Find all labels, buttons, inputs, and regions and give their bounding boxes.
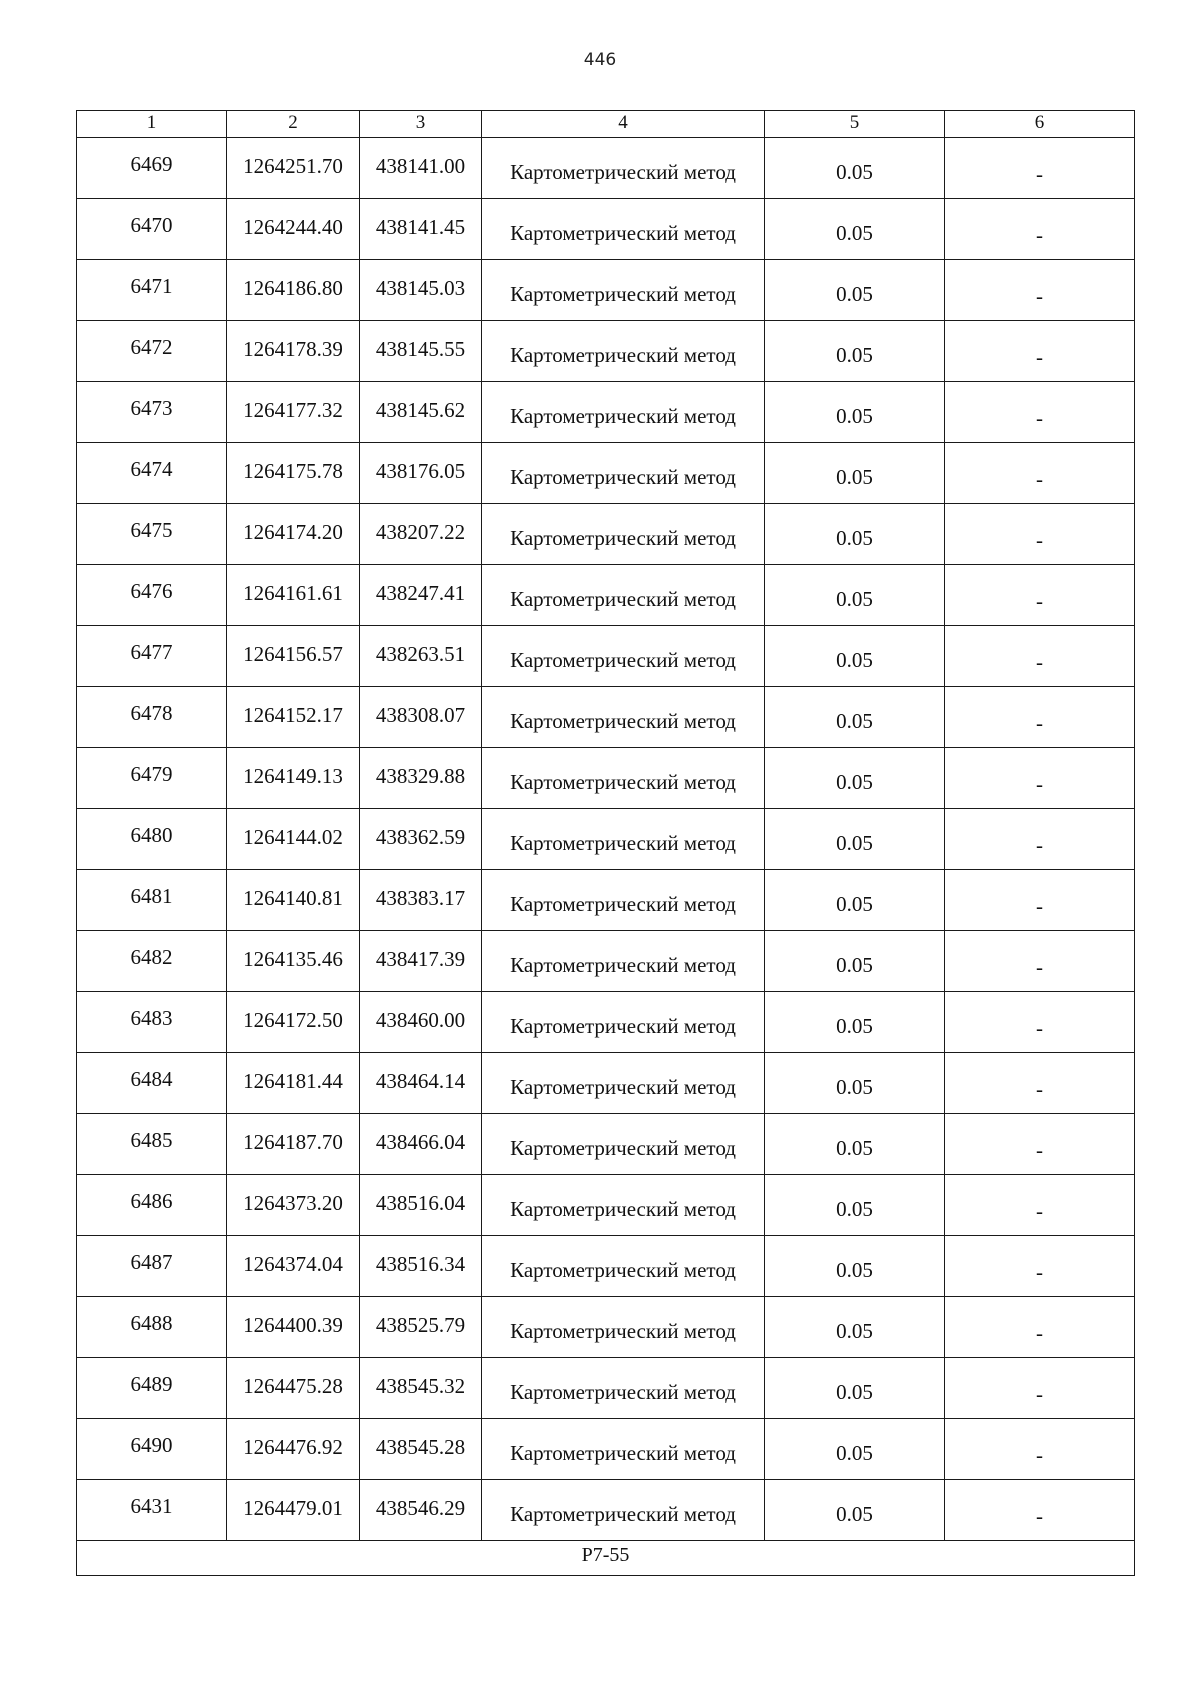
accuracy-cell: 0.05 <box>765 1114 945 1175</box>
method-cell: Картометрический метод <box>482 138 765 199</box>
x-coordinate-cell: 1264144.02 <box>227 809 360 870</box>
x-coordinate-cell: 1264152.17 <box>227 687 360 748</box>
method-cell: Картометрический метод <box>482 382 765 443</box>
accuracy-cell: 0.05 <box>765 687 945 748</box>
y-coordinate-cell: 438141.00 <box>360 138 482 199</box>
page-number: 446 <box>583 50 617 70</box>
method-cell: Картометрический метод <box>482 260 765 321</box>
accuracy-cell: 0.05 <box>765 931 945 992</box>
note-cell: - <box>945 565 1135 626</box>
method-cell: Картометрический метод <box>482 443 765 504</box>
method-cell: Картометрический метод <box>482 1419 765 1480</box>
table-row <box>77 321 1135 382</box>
x-coordinate-cell: 1264156.57 <box>227 626 360 687</box>
method-cell: Картометрический метод <box>482 748 765 809</box>
x-coordinate-cell: 1264251.70 <box>227 138 360 199</box>
table-row <box>77 687 1135 748</box>
point-number-cell: 6469 <box>77 138 227 199</box>
point-number-cell: 6481 <box>77 870 227 931</box>
accuracy-cell: 0.05 <box>765 321 945 382</box>
y-coordinate-cell: 438145.55 <box>360 321 482 382</box>
column-header: 3 <box>360 111 482 138</box>
table-row <box>77 809 1135 870</box>
table-row <box>77 504 1135 565</box>
point-number-cell: 6482 <box>77 931 227 992</box>
x-coordinate-cell: 1264181.44 <box>227 1053 360 1114</box>
method-cell: Картометрический метод <box>482 199 765 260</box>
note-cell: - <box>945 199 1135 260</box>
y-coordinate-cell: 438329.88 <box>360 748 482 809</box>
y-coordinate-cell: 438525.79 <box>360 1297 482 1358</box>
point-number-cell: 6478 <box>77 687 227 748</box>
point-number-cell: 6489 <box>77 1358 227 1419</box>
column-header: 1 <box>77 111 227 138</box>
x-coordinate-cell: 1264177.32 <box>227 382 360 443</box>
table-row <box>77 1358 1135 1419</box>
y-coordinate-cell: 438417.39 <box>360 931 482 992</box>
note-cell: - <box>945 626 1135 687</box>
note-cell: - <box>945 1175 1135 1236</box>
column-header: 5 <box>765 111 945 138</box>
y-coordinate-cell: 438460.00 <box>360 992 482 1053</box>
point-number-cell: 6485 <box>77 1114 227 1175</box>
point-number-cell: 6480 <box>77 809 227 870</box>
table-row <box>77 443 1135 504</box>
y-coordinate-cell: 438546.29 <box>360 1480 482 1541</box>
method-cell: Картометрический метод <box>482 687 765 748</box>
note-cell: - <box>945 1297 1135 1358</box>
point-number-cell: 6431 <box>77 1480 227 1541</box>
point-number-cell: 6476 <box>77 565 227 626</box>
note-cell: - <box>945 1053 1135 1114</box>
y-coordinate-cell: 438207.22 <box>360 504 482 565</box>
x-coordinate-cell: 1264175.78 <box>227 443 360 504</box>
accuracy-cell: 0.05 <box>765 504 945 565</box>
y-coordinate-cell: 438516.04 <box>360 1175 482 1236</box>
table-footer-row <box>77 1541 1135 1576</box>
x-coordinate-cell: 1264187.70 <box>227 1114 360 1175</box>
x-coordinate-cell: 1264135.46 <box>227 931 360 992</box>
y-coordinate-cell: 438545.32 <box>360 1358 482 1419</box>
method-cell: Картометрический метод <box>482 1358 765 1419</box>
method-cell: Картометрический метод <box>482 565 765 626</box>
note-cell: - <box>945 321 1135 382</box>
accuracy-cell: 0.05 <box>765 443 945 504</box>
table-row <box>77 1175 1135 1236</box>
method-cell: Картометрический метод <box>482 626 765 687</box>
point-number-cell: 6470 <box>77 199 227 260</box>
note-cell: - <box>945 443 1135 504</box>
table-row <box>77 870 1135 931</box>
x-coordinate-cell: 1264400.39 <box>227 1297 360 1358</box>
note-cell: - <box>945 260 1135 321</box>
accuracy-cell: 0.05 <box>765 809 945 870</box>
method-cell: Картометрический метод <box>482 809 765 870</box>
point-number-cell: 6471 <box>77 260 227 321</box>
note-cell: - <box>945 1236 1135 1297</box>
accuracy-cell: 0.05 <box>765 870 945 931</box>
x-coordinate-cell: 1264373.20 <box>227 1175 360 1236</box>
x-coordinate-cell: 1264149.13 <box>227 748 360 809</box>
note-cell: - <box>945 870 1135 931</box>
point-number-cell: 6479 <box>77 748 227 809</box>
accuracy-cell: 0.05 <box>765 382 945 443</box>
y-coordinate-cell: 438263.51 <box>360 626 482 687</box>
method-cell: Картометрический метод <box>482 992 765 1053</box>
accuracy-cell: 0.05 <box>765 1236 945 1297</box>
point-number-cell: 6490 <box>77 1419 227 1480</box>
y-coordinate-cell: 438464.14 <box>360 1053 482 1114</box>
x-coordinate-cell: 1264475.28 <box>227 1358 360 1419</box>
table-header-row <box>77 111 1135 138</box>
column-header: 2 <box>227 111 360 138</box>
x-coordinate-cell: 1264174.20 <box>227 504 360 565</box>
table-row <box>77 992 1135 1053</box>
method-cell: Картометрический метод <box>482 504 765 565</box>
point-number-cell: 6474 <box>77 443 227 504</box>
note-cell: - <box>945 382 1135 443</box>
method-cell: Картометрический метод <box>482 321 765 382</box>
note-cell: - <box>945 809 1135 870</box>
point-number-cell: 6477 <box>77 626 227 687</box>
x-coordinate-cell: 1264161.61 <box>227 565 360 626</box>
table-row <box>77 199 1135 260</box>
accuracy-cell: 0.05 <box>765 626 945 687</box>
table-row <box>77 138 1135 199</box>
method-cell: Картометрический метод <box>482 870 765 931</box>
note-cell: - <box>945 1114 1135 1175</box>
method-cell: Картометрический метод <box>482 1297 765 1358</box>
note-cell: - <box>945 1419 1135 1480</box>
table-row <box>77 931 1135 992</box>
y-coordinate-cell: 438383.17 <box>360 870 482 931</box>
accuracy-cell: 0.05 <box>765 1480 945 1541</box>
y-coordinate-cell: 438545.28 <box>360 1419 482 1480</box>
note-cell: - <box>945 504 1135 565</box>
point-number-cell: 6475 <box>77 504 227 565</box>
x-coordinate-cell: 1264374.04 <box>227 1236 360 1297</box>
point-number-cell: 6488 <box>77 1297 227 1358</box>
method-cell: Картометрический метод <box>482 1236 765 1297</box>
table-row <box>77 382 1135 443</box>
note-cell: - <box>945 687 1135 748</box>
accuracy-cell: 0.05 <box>765 748 945 809</box>
method-cell: Картометрический метод <box>482 1175 765 1236</box>
point-number-cell: 6487 <box>77 1236 227 1297</box>
method-cell: Картометрический метод <box>482 931 765 992</box>
x-coordinate-cell: 1264244.40 <box>227 199 360 260</box>
y-coordinate-cell: 438247.41 <box>360 565 482 626</box>
x-coordinate-cell: 1264476.92 <box>227 1419 360 1480</box>
note-cell: - <box>945 931 1135 992</box>
y-coordinate-cell: 438176.05 <box>360 443 482 504</box>
y-coordinate-cell: 438516.34 <box>360 1236 482 1297</box>
table-row <box>77 1297 1135 1358</box>
accuracy-cell: 0.05 <box>765 992 945 1053</box>
accuracy-cell: 0.05 <box>765 1297 945 1358</box>
table-row <box>77 1236 1135 1297</box>
accuracy-cell: 0.05 <box>765 1053 945 1114</box>
note-cell: - <box>945 1358 1135 1419</box>
note-cell: - <box>945 138 1135 199</box>
accuracy-cell: 0.05 <box>765 1175 945 1236</box>
point-number-cell: 6486 <box>77 1175 227 1236</box>
note-cell: - <box>945 992 1135 1053</box>
y-coordinate-cell: 438466.04 <box>360 1114 482 1175</box>
table-row <box>77 1053 1135 1114</box>
method-cell: Картометрический метод <box>482 1053 765 1114</box>
accuracy-cell: 0.05 <box>765 138 945 199</box>
table-row <box>77 1480 1135 1541</box>
y-coordinate-cell: 438145.62 <box>360 382 482 443</box>
method-cell: Картометрический метод <box>482 1114 765 1175</box>
accuracy-cell: 0.05 <box>765 199 945 260</box>
table-row <box>77 626 1135 687</box>
table-row <box>77 748 1135 809</box>
point-number-cell: 6483 <box>77 992 227 1053</box>
table-row <box>77 1419 1135 1480</box>
table-row <box>77 565 1135 626</box>
column-header: 6 <box>945 111 1135 138</box>
table-row <box>77 1114 1135 1175</box>
point-number-cell: 6473 <box>77 382 227 443</box>
y-coordinate-cell: 438141.45 <box>360 199 482 260</box>
x-coordinate-cell: 1264140.81 <box>227 870 360 931</box>
method-cell: Картометрический метод <box>482 1480 765 1541</box>
x-coordinate-cell: 1264172.50 <box>227 992 360 1053</box>
point-number-cell: 6484 <box>77 1053 227 1114</box>
table-row <box>77 260 1135 321</box>
table-footer-label: Р7-55 <box>77 1541 1135 1576</box>
note-cell: - <box>945 748 1135 809</box>
accuracy-cell: 0.05 <box>765 1358 945 1419</box>
coordinates-table <box>76 110 1135 1576</box>
y-coordinate-cell: 438145.03 <box>360 260 482 321</box>
column-header: 4 <box>482 111 765 138</box>
x-coordinate-cell: 1264178.39 <box>227 321 360 382</box>
y-coordinate-cell: 438362.59 <box>360 809 482 870</box>
point-number-cell: 6472 <box>77 321 227 382</box>
accuracy-cell: 0.05 <box>765 260 945 321</box>
note-cell: - <box>945 1480 1135 1541</box>
y-coordinate-cell: 438308.07 <box>360 687 482 748</box>
accuracy-cell: 0.05 <box>765 565 945 626</box>
x-coordinate-cell: 1264186.80 <box>227 260 360 321</box>
x-coordinate-cell: 1264479.01 <box>227 1480 360 1541</box>
accuracy-cell: 0.05 <box>765 1419 945 1480</box>
